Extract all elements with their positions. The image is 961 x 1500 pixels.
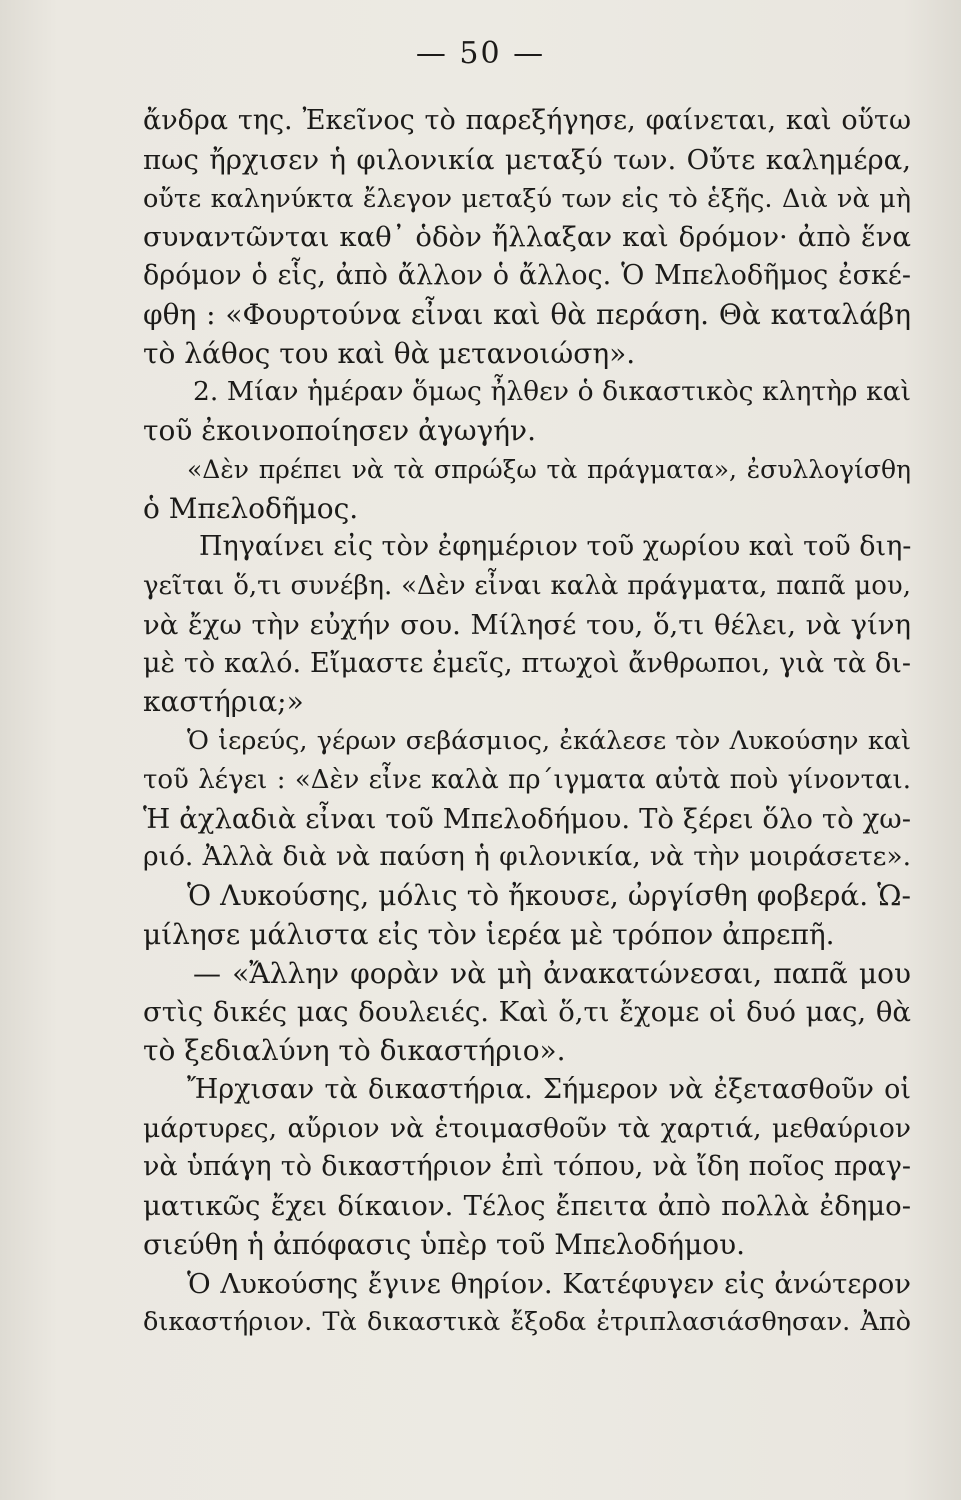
page-number: — 50 — <box>415 36 546 71</box>
text-line: πως ἤρχισεν ἡ φιλονικία μεταξύ των. Οὔτε καλημέρα, <box>143 143 911 176</box>
text-line: 2. Μίαν ἡμέραν ὅμως ἦλθεν ὁ δικαστικὸς κλητὴρ καὶ <box>193 376 911 408</box>
text-line: στὶς δικές μας δουλειές. Καὶ ὅ,τι ἔχομε οἱ δυό μας, θὰ <box>143 996 911 1029</box>
text-line: καστήρια;» <box>143 685 304 719</box>
text-line: ματικῶς ἔχει δίκαιον. Τέλος ἔπειτα ἀπὸ πολλὰ ἐδημο- <box>143 1190 911 1222</box>
text-line: Ὁ ἱερεύς, γέρων σεβάσμιος, ἐκάλεσε τὸν Λυκούσην καὶ <box>187 726 911 756</box>
text-line: φθη : «Φουρτούνα εἶναι καὶ θὰ περάση. Θὰ καταλάβη <box>143 297 911 331</box>
text-line: δικαστήριον. Τὰ δικαστικὰ ἔξοδα ἐτριπλασιάσθησαν. Ἀπὸ <box>143 1307 911 1338</box>
text-line: οὔτε καληνύκτα ἔλεγον μεταξύ των εἰς τὸ ἑξῆς. Διὰ νὰ μὴ <box>143 183 911 214</box>
text-line: «Δὲν πρέπει νὰ τὰ σπρώξω τὰ πράγματα», ἐσυλλογίσθη <box>187 454 911 484</box>
body-text <box>143 102 911 1342</box>
text-line: γεῖται ὅ,τι συνέβη. «Δὲν εἶναι καλὰ πράγματα, παπᾶ μου, <box>143 571 911 601</box>
text-line: Πηγαίνει εἰς τὸν ἐφημέριον τοῦ χωρίου καὶ τοῦ διη- <box>199 531 912 563</box>
text-line: νὰ ἔχω τὴν εὐχήν σου. Μίλησέ του, ὅ,τι θέλει, νὰ γίνη <box>143 608 911 641</box>
text-line: τοῦ λέγει : «Δὲν εἶνε καλὰ πρ΄ιγματα αὐτὰ ποὺ γίνονται. <box>143 764 911 795</box>
text-line: νὰ ὑπάγη τὸ δικαστήριον ἐπὶ τόπου, νὰ ἴδη ποῖος πραγ- <box>143 1151 911 1183</box>
text-line: Ὁ Λυκούσης ἔγινε θηρίον. Κατέφυγεν εἰς ἀνώτερον <box>187 1267 911 1300</box>
text-line: Ἡ ἀχλαδιὰ εἶναι τοῦ Μπελοδήμου. Τὸ ξέρει ὅλο τὸ χω- <box>143 802 911 835</box>
text-line: ριό. Ἀλλὰ διὰ νὰ παύση ἡ φιλονικία, νὰ τὴν μοιράσετε». <box>143 841 911 873</box>
text-line: ὁ Μπελοδῆμος. <box>143 491 359 525</box>
text-line: συναντῶνται καθ᾽ ὁδὸν ἤλλαξαν καὶ δρόμον· ἀπὸ ἕνα <box>143 221 911 254</box>
text-line: Ἤρχισαν τὰ δικαστήρια. Σήμερον νὰ ἐξετασθοῦν οἱ <box>187 1073 911 1105</box>
text-line: σιεύθη ἡ ἀπόφασις ὑπὲρ τοῦ Μπελοδήμου. <box>143 1227 746 1261</box>
text-line: — «Ἄλλην φορὰν νὰ μὴ ἀνακατώνεσαι, παπᾶ μου <box>193 956 911 990</box>
text-line: μὲ τὸ καλό. Εἴμαστε ἐμεῖς, πτωχοὶ ἄνθρωποι, γιὰ τὰ δι- <box>143 647 911 679</box>
text-line: Ὁ Λυκούσης, μόλις τὸ ἤκουσε, ὠργίσθη φοβερά. Ὡ- <box>187 879 911 912</box>
text-line: ἄνδρα της. Ἐκεῖνος τὸ παρεξήγησε, φαίνεται, καὶ οὕτω <box>143 105 911 136</box>
text-line: δρόμον ὁ εἷς, ἀπὸ ἄλλον ὁ ἄλλος. Ὁ Μπελοδῆμος ἐσκέ- <box>143 260 911 291</box>
text-line: τὸ ξεδιαλύνη τὸ δικαστήριο». <box>143 1034 566 1067</box>
text-line: μάρτυρες, αὔριον νὰ ἑτοιμασθοῦν τὰ χαρτιά, μεθαύριον <box>143 1112 911 1144</box>
text-line: τοῦ ἐκοινοποίησεν ἀγωγήν. <box>143 414 536 447</box>
text-line: μίλησε μάλιστα εἰς τὸν ἱερέα μὲ τρόπον ἀπρεπῆ. <box>143 917 835 951</box>
text-line: τὸ λάθος του καὶ θὰ μετανοιώση». <box>143 336 636 370</box>
